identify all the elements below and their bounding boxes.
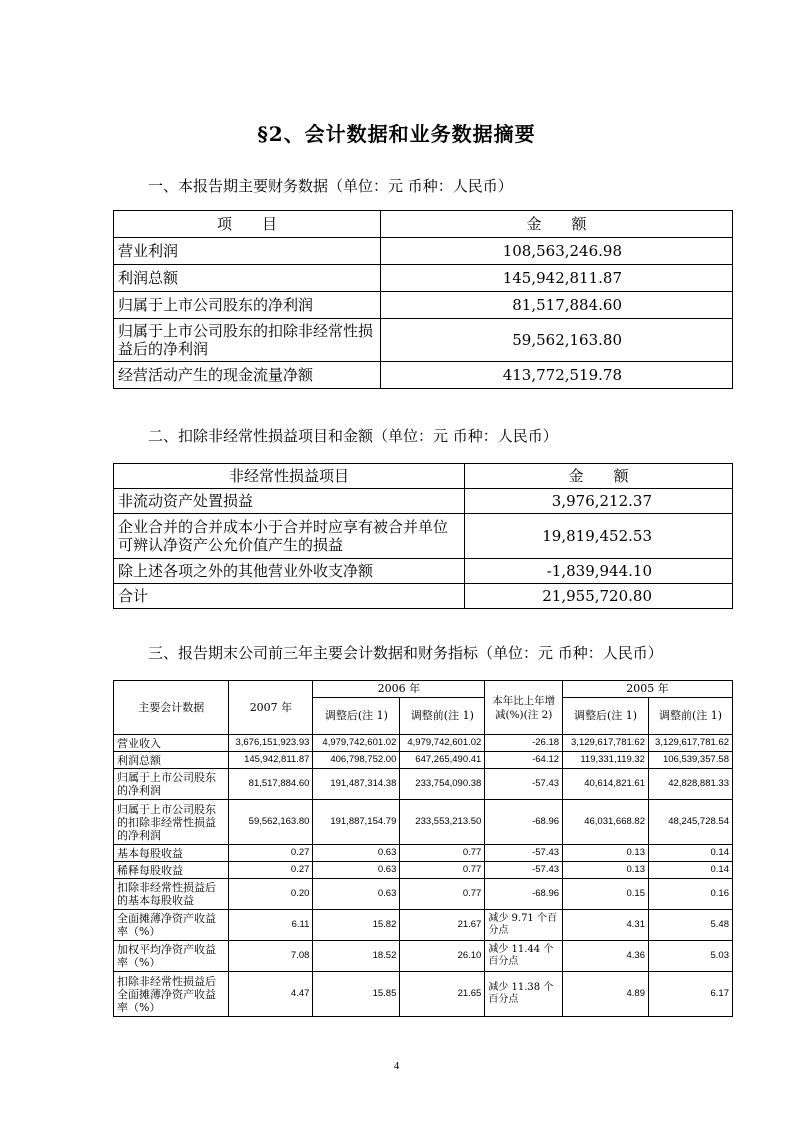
value-2005-adjusted-before: 0.16	[648, 879, 732, 910]
row-amount: 108,563,246.98	[381, 238, 733, 265]
value-2006-adjusted-before: 21.67	[400, 910, 485, 941]
row-label: 营业收入	[114, 735, 229, 752]
col-header-2007: 2007 年	[229, 681, 313, 735]
non-recurring-table	[113, 463, 733, 609]
col-header-2006-adjusted-before: 调整前(注 1)	[400, 698, 485, 735]
page-title: §2、会计数据和业务数据摘要	[257, 122, 536, 146]
value-2006-adjusted-before: 233,553,213.50	[400, 800, 485, 845]
row-amount: -1,839,944.10	[465, 559, 733, 584]
value-2005-adjusted-before: 5.03	[648, 941, 732, 972]
table-row	[114, 845, 733, 862]
col-header-item: 非经常性损益项目	[114, 464, 465, 489]
col-header-2006: 2006 年	[313, 681, 485, 698]
row-item: 营业利润	[114, 238, 381, 265]
value-2005-adjusted-before: 42,828,881.33	[648, 769, 732, 800]
value-2006-adjusted-before: 0.77	[400, 879, 485, 910]
table-row	[114, 800, 733, 845]
table-row	[114, 584, 733, 609]
value-2006-adjusted-before: 26.10	[400, 941, 485, 972]
value-2005-adjusted-after: 0.15	[563, 879, 649, 910]
table-row	[114, 941, 733, 972]
row-label: 利润总额	[114, 752, 229, 769]
row-amount: 21,955,720.80	[465, 584, 733, 609]
value-2006-adjusted-after: 191,887,154.79	[313, 800, 400, 845]
three-year-data-table	[113, 680, 733, 1017]
value-change: 减少 11.44 个百分点	[485, 941, 563, 972]
value-2005-adjusted-after: 0.13	[563, 862, 649, 879]
row-amount: 3,976,212.37	[465, 489, 733, 514]
value-change: -68.96	[485, 879, 563, 910]
value-change: -57.43	[485, 862, 563, 879]
row-item: 利润总额	[114, 265, 381, 292]
value-2007: 0.27	[229, 845, 313, 862]
value-2005-adjusted-before: 0.14	[648, 862, 732, 879]
value-2007: 7.08	[229, 941, 313, 972]
row-amount: 19,819,452.53	[465, 514, 733, 559]
row-label: 全面摊薄净资产收益率（%）	[114, 910, 229, 941]
table-row	[114, 265, 733, 292]
value-change: -26.18	[485, 735, 563, 752]
value-2006-adjusted-before: 21.65	[400, 972, 485, 1017]
row-item: 经营活动产生的现金流量净额	[114, 362, 381, 389]
value-2006-adjusted-after: 15.85	[313, 972, 400, 1017]
value-2005-adjusted-before: 6.17	[648, 972, 732, 1017]
value-change: -68.96	[485, 800, 563, 845]
value-2007: 59,562,163.80	[229, 800, 313, 845]
value-2005-adjusted-after: 4.89	[563, 972, 649, 1017]
value-2007: 81,517,884.60	[229, 769, 313, 800]
row-label: 扣除非经常性损益后的基本每股收益	[114, 879, 229, 910]
value-2005-adjusted-before: 48,245,728.54	[648, 800, 732, 845]
value-2006-adjusted-after: 191,487,314.38	[313, 769, 400, 800]
value-2006-adjusted-after: 0.63	[313, 862, 400, 879]
value-2006-adjusted-before: 233,754,090.38	[400, 769, 485, 800]
value-2005-adjusted-before: 106,539,357.58	[648, 752, 732, 769]
table-row	[114, 362, 733, 389]
col-header-2006-adjusted-after: 调整后(注 1)	[313, 698, 400, 735]
col-header-item: 项 目	[114, 211, 381, 238]
row-item: 企业合并的合并成本小于合并时应享有被合并单位可辨认净资产公允价值产生的损益	[114, 514, 465, 559]
value-2006-adjusted-after: 406,798,752.00	[313, 752, 400, 769]
table-row	[114, 972, 733, 1017]
table-row	[114, 879, 733, 910]
value-2006-adjusted-after: 0.63	[313, 845, 400, 862]
row-label: 稀释每股收益	[114, 862, 229, 879]
page-number: 4	[393, 1060, 400, 1072]
value-change: 减少 11.38 个百分点	[485, 972, 563, 1017]
row-label: 扣除非经常性损益后全面摊薄净资产收益率（%）	[114, 972, 229, 1017]
value-2006-adjusted-before: 0.77	[400, 845, 485, 862]
value-2006-adjusted-after: 15.82	[313, 910, 400, 941]
table-row	[114, 910, 733, 941]
table-header-row	[114, 211, 733, 238]
value-2005-adjusted-after: 3,129,617,781.62	[563, 735, 649, 752]
value-change: -57.43	[485, 845, 563, 862]
value-2006-adjusted-before: 647,265,490.41	[400, 752, 485, 769]
row-label: 归属于上市公司股东的扣除非经常性损益的净利润	[114, 800, 229, 845]
table-row	[114, 752, 733, 769]
value-2007: 145,942,811.87	[229, 752, 313, 769]
value-2005-adjusted-after: 4.36	[563, 941, 649, 972]
col-header-2005-adjusted-before: 调整前(注 1)	[648, 698, 732, 735]
row-item: 归属于上市公司股东的净利润	[114, 292, 381, 319]
row-label: 加权平均净资产收益率（%）	[114, 941, 229, 972]
value-2007: 4.47	[229, 972, 313, 1017]
row-amount: 413,772,519.78	[381, 362, 733, 389]
row-amount: 59,562,163.80	[381, 319, 733, 362]
row-amount: 145,942,811.87	[381, 265, 733, 292]
value-2005-adjusted-before: 5.48	[648, 910, 732, 941]
value-2007: 0.20	[229, 879, 313, 910]
value-2006-adjusted-before: 0.77	[400, 862, 485, 879]
table-row	[114, 559, 733, 584]
col-header-change: 本年比上年增减(%)(注 2)	[485, 681, 563, 735]
value-2006-adjusted-after: 0.63	[313, 879, 400, 910]
table-row	[114, 514, 733, 559]
value-change: -57.43	[485, 769, 563, 800]
table-row	[114, 238, 733, 265]
row-label: 归属于上市公司股东的净利润	[114, 769, 229, 800]
col-header-main: 主要会计数据	[114, 681, 229, 735]
value-2006-adjusted-after: 18.52	[313, 941, 400, 972]
table-row	[114, 735, 733, 752]
value-2005-adjusted-after: 46,031,668.82	[563, 800, 649, 845]
section2-heading: 二、扣除非经常性损益项目和金额（单位：元 币种：人民币）	[148, 427, 558, 445]
financial-summary-table	[113, 210, 733, 389]
value-2006-adjusted-before: 4,979,742,601.02	[400, 735, 485, 752]
row-label: 基本每股收益	[114, 845, 229, 862]
section1-heading: 一、本报告期主要财务数据（单位：元 币种：人民币）	[148, 177, 513, 195]
value-2005-adjusted-after: 0.13	[563, 845, 649, 862]
table-row	[114, 292, 733, 319]
table-row	[114, 319, 733, 362]
value-2005-adjusted-after: 40,614,821.61	[563, 769, 649, 800]
section3-heading: 三、报告期末公司前三年主要会计数据和财务指标（单位：元 币种：人民币）	[148, 644, 663, 662]
value-2007: 3,676,151,923.93	[229, 735, 313, 752]
table-row	[114, 862, 733, 879]
col-header-2005-adjusted-after: 调整后(注 1)	[563, 698, 649, 735]
table-header-row	[114, 681, 733, 698]
col-header-2005: 2005 年	[563, 681, 733, 698]
value-2005-adjusted-after: 4.31	[563, 910, 649, 941]
row-item: 非流动资产处置损益	[114, 489, 465, 514]
value-2005-adjusted-before: 0.14	[648, 845, 732, 862]
value-2005-adjusted-after: 119,331,119.32	[563, 752, 649, 769]
value-2007: 0.27	[229, 862, 313, 879]
table-header-row	[114, 464, 733, 489]
table-row	[114, 489, 733, 514]
table-row	[114, 769, 733, 800]
row-item: 合计	[114, 584, 465, 609]
value-2006-adjusted-after: 4,979,742,601.02	[313, 735, 400, 752]
value-change: 减少 9.71 个百分点	[485, 910, 563, 941]
row-item: 归属于上市公司股东的扣除非经常性损益后的净利润	[114, 319, 381, 362]
value-change: -64.12	[485, 752, 563, 769]
value-2007: 6.11	[229, 910, 313, 941]
row-amount: 81,517,884.60	[381, 292, 733, 319]
value-2005-adjusted-before: 3,129,617,781.62	[648, 735, 732, 752]
row-item: 除上述各项之外的其他营业外收支净额	[114, 559, 465, 584]
col-header-amount: 金 额	[381, 211, 733, 238]
col-header-amount: 金 额	[465, 464, 733, 489]
